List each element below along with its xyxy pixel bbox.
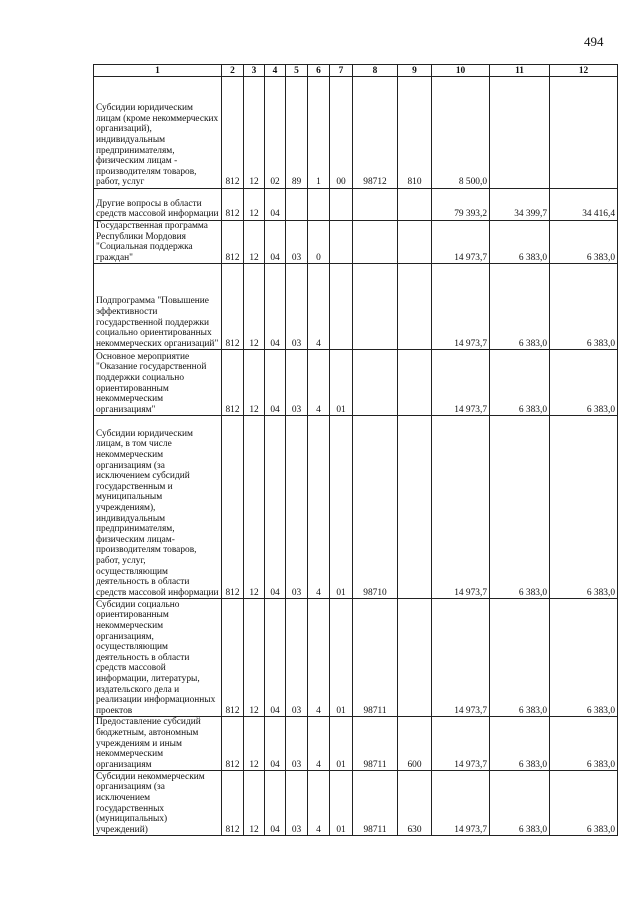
cell-sum-1: 14 973,7 — [432, 717, 490, 771]
cell-expense-type: 630 — [398, 771, 432, 836]
cell-section: 12 — [244, 599, 265, 717]
cell-event: 01 — [330, 771, 353, 836]
header-row — [94, 65, 618, 77]
cell-gov: 812 — [222, 350, 244, 416]
cell-sum-1: 14 973,7 — [432, 771, 490, 836]
cell-direction: 98711 — [353, 599, 398, 717]
cell-subprogram: 4 — [308, 416, 330, 599]
cell-sum-1: 14 973,7 — [432, 350, 490, 416]
budget-table — [93, 64, 618, 836]
col-header: 12 — [550, 65, 618, 77]
cell-sum-2: 34 399,7 — [490, 189, 550, 221]
cell-sum-2: 6 383,0 — [490, 264, 550, 350]
table-row — [94, 717, 618, 771]
cell-section: 12 — [244, 221, 265, 264]
cell-gov: 812 — [222, 221, 244, 264]
cell-gov: 812 — [222, 771, 244, 836]
cell-sum-2: 6 383,0 — [490, 221, 550, 264]
cell-section: 12 — [244, 717, 265, 771]
cell-subsection: 04 — [265, 189, 286, 221]
cell-sum-2: 6 383,0 — [490, 416, 550, 599]
cell-subprogram: 4 — [308, 350, 330, 416]
cell-section: 12 — [244, 416, 265, 599]
row-name: Предоставление субсидий бюджетным, автономным учреждениям и иным некоммерческим организациям — [94, 717, 222, 771]
cell-sum-3: 34 416,4 — [550, 189, 618, 221]
cell-direction — [353, 264, 398, 350]
cell-sum-1: 79 393,2 — [432, 189, 490, 221]
cell-event: 01 — [330, 717, 353, 771]
cell-direction: 98711 — [353, 771, 398, 836]
cell-section: 12 — [244, 189, 265, 221]
table-row — [94, 350, 618, 416]
cell-expense-type — [398, 264, 432, 350]
cell-sum-3: 6 383,0 — [550, 416, 618, 599]
cell-expense-type — [398, 416, 432, 599]
cell-sum-3: 6 383,0 — [550, 221, 618, 264]
col-header: 5 — [286, 65, 308, 77]
cell-sum-3: 6 383,0 — [550, 599, 618, 717]
cell-program: 03 — [286, 221, 308, 264]
cell-direction: 98712 — [353, 77, 398, 189]
cell-gov: 812 — [222, 77, 244, 189]
col-header: 4 — [265, 65, 286, 77]
row-name: Субсидии юридическим лицам (кроме некоммерческих организаций), индивидуальным предпринимателям, физическим лицам - производителям товаров, работ, услуг — [94, 77, 222, 189]
cell-gov: 812 — [222, 189, 244, 221]
cell-sum-2: 6 383,0 — [490, 717, 550, 771]
cell-sum-3: 6 383,0 — [550, 717, 618, 771]
cell-subprogram: 4 — [308, 717, 330, 771]
cell-sum-2: 6 383,0 — [490, 771, 550, 836]
cell-sum-2 — [490, 77, 550, 189]
cell-event: 01 — [330, 416, 353, 599]
cell-sum-1: 8 500,0 — [432, 77, 490, 189]
row-name: Государственная программа Республики Мордовия "Социальная поддержка граждан" — [94, 221, 222, 264]
cell-subprogram: 4 — [308, 599, 330, 717]
table-row — [94, 77, 618, 189]
col-header: 10 — [432, 65, 490, 77]
col-header: 9 — [398, 65, 432, 77]
cell-event — [330, 189, 353, 221]
table-row — [94, 416, 618, 599]
cell-subprogram: 1 — [308, 77, 330, 189]
cell-expense-type — [398, 189, 432, 221]
cell-gov: 812 — [222, 416, 244, 599]
table-row — [94, 221, 618, 264]
cell-sum-1: 14 973,7 — [432, 221, 490, 264]
row-name: Субсидии социально ориентированным некоммерческим организациям, осуществляющим деятельность в области средств массовой информации, литературы, издательского дела и реализации информационных проектов — [94, 599, 222, 717]
cell-program — [286, 189, 308, 221]
col-header: 8 — [353, 65, 398, 77]
cell-section: 12 — [244, 771, 265, 836]
cell-sum-1: 14 973,7 — [432, 599, 490, 717]
cell-sum-3: 6 383,0 — [550, 771, 618, 836]
row-name: Другие вопросы в области средств массовой информации — [94, 189, 222, 221]
cell-direction: 98710 — [353, 416, 398, 599]
row-name: Основное мероприятие "Оказание государственной поддержки социально ориентированным некоммерческим организациям" — [94, 350, 222, 416]
cell-program: 03 — [286, 717, 308, 771]
cell-direction: 98711 — [353, 717, 398, 771]
cell-program: 03 — [286, 264, 308, 350]
table-row — [94, 771, 618, 836]
cell-gov: 812 — [222, 599, 244, 717]
cell-expense-type: 810 — [398, 77, 432, 189]
cell-expense-type — [398, 221, 432, 264]
table-row — [94, 189, 618, 221]
cell-subsection: 02 — [265, 77, 286, 189]
cell-sum-1: 14 973,7 — [432, 416, 490, 599]
cell-direction — [353, 350, 398, 416]
cell-subprogram — [308, 189, 330, 221]
cell-subprogram: 0 — [308, 221, 330, 264]
cell-sum-2: 6 383,0 — [490, 350, 550, 416]
cell-gov: 812 — [222, 264, 244, 350]
cell-sum-3: 6 383,0 — [550, 264, 618, 350]
cell-direction — [353, 189, 398, 221]
col-header: 11 — [490, 65, 550, 77]
cell-expense-type: 600 — [398, 717, 432, 771]
col-header: 6 — [308, 65, 330, 77]
col-header: 3 — [244, 65, 265, 77]
row-name: Субсидии некоммерческим организациям (за исключением государственных (муниципальных) учреждений) — [94, 771, 222, 836]
cell-section: 12 — [244, 350, 265, 416]
cell-sum-1: 14 973,7 — [432, 264, 490, 350]
cell-expense-type — [398, 599, 432, 717]
cell-gov: 812 — [222, 717, 244, 771]
row-name: Подпрограмма "Повышение эффективности государственной поддержки социально ориентированных некоммерческих организаций" — [94, 264, 222, 350]
table-row — [94, 264, 618, 350]
row-name: Субсидии юридическим лицам, в том числе некоммерческим организациям (за исключением субсидий государственным и муниципальным учреждениям), индивидуальным предпринимателям, физическим лицам-производителям товаров, работ, услуг, осуществляющим деятельность в области средств массовой информации — [94, 416, 222, 599]
cell-subsection: 04 — [265, 416, 286, 599]
col-header: 2 — [222, 65, 244, 77]
cell-sum-2: 6 383,0 — [490, 599, 550, 717]
cell-program: 89 — [286, 77, 308, 189]
page-number: 494 — [584, 34, 604, 49]
col-header: 1 — [94, 65, 222, 77]
cell-sum-3 — [550, 77, 618, 189]
cell-subprogram: 4 — [308, 264, 330, 350]
cell-subprogram: 4 — [308, 771, 330, 836]
cell-event: 00 — [330, 77, 353, 189]
cell-event: 01 — [330, 599, 353, 717]
cell-program: 03 — [286, 771, 308, 836]
cell-event: 01 — [330, 350, 353, 416]
cell-subsection: 04 — [265, 264, 286, 350]
cell-subsection: 04 — [265, 717, 286, 771]
cell-program: 03 — [286, 416, 308, 599]
cell-event — [330, 221, 353, 264]
cell-section: 12 — [244, 77, 265, 189]
col-header: 7 — [330, 65, 353, 77]
cell-section: 12 — [244, 264, 265, 350]
table-row — [94, 599, 618, 717]
cell-subsection: 04 — [265, 221, 286, 264]
cell-subsection: 04 — [265, 350, 286, 416]
cell-subsection: 04 — [265, 771, 286, 836]
cell-program: 03 — [286, 599, 308, 717]
cell-subsection: 04 — [265, 599, 286, 717]
cell-direction — [353, 221, 398, 264]
cell-event — [330, 264, 353, 350]
cell-sum-3: 6 383,0 — [550, 350, 618, 416]
cell-expense-type — [398, 350, 432, 416]
cell-program: 03 — [286, 350, 308, 416]
